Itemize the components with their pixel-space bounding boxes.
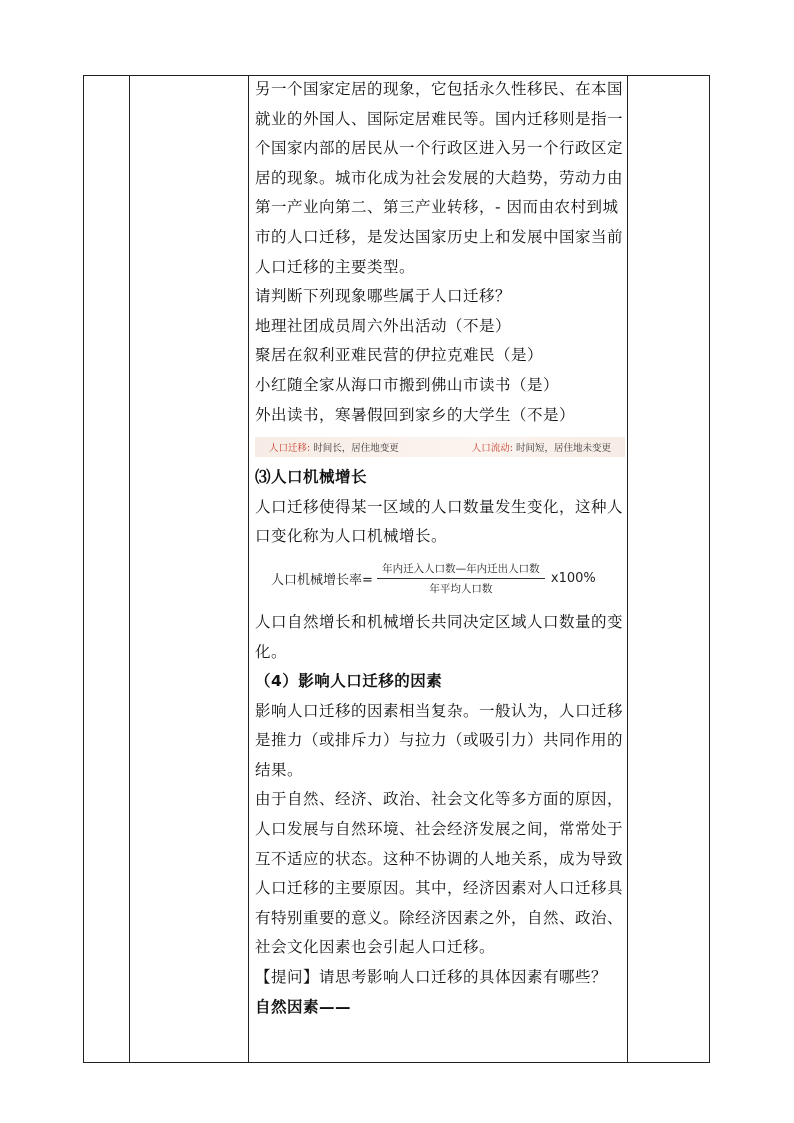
paragraph-factors-intro: 影响人口迁移的因素相当复杂。一般认为，人口迁移是推力（或排斥力）与拉力（或吸引力）共同作用的结果。 (255, 701, 624, 779)
column-divider (129, 76, 130, 1062)
lesson-content-cell (255, 75, 625, 1022)
question-factors: 【提问】请思考影响人口迁移的具体因素有哪些？ (255, 968, 608, 987)
example-item: 聚居在叙利亚难民营的伊拉克难民（是） (255, 346, 544, 365)
formula-numerator: 年内迁入人口数—年内迁出人口数 (382, 563, 540, 576)
fraction-bar (377, 578, 545, 579)
example-item: 外出读书，寒暑假回到家乡的大学生（不是） (255, 405, 576, 424)
migration-vs-flow-note (255, 437, 625, 457)
formula-denominator: 年平均人口数 (429, 583, 493, 596)
paragraph-mechanical-growth: 人口迁移使得某一区域的人口数量发生变化，这种人口变化称为人口机械增长。 (255, 497, 624, 546)
paragraph-factors-detail: 由于自然、经济、政治、社会文化等多方面的原因，人口发展与自然环境、社会经济发展之间，常常处于互不适应的状态。这种不协调的人地关系，成为导致人口迁移的主要原因。其中，经济因素对人口迁移具有特别重要的意义。除经济因素之外，自然、政治、社会文化因素也会引起人口迁移。 (255, 790, 624, 957)
formula-factor: x100% (550, 571, 596, 587)
example-item: 地理社团成员周六外出活动（不是） (255, 316, 512, 335)
note-migration: 人口迁移: 时间长，居住地变更 (269, 443, 399, 455)
mechanical-growth-formula (271, 558, 625, 600)
example-item: 小红随全家从海口市搬到佛山市读书（是） (255, 375, 560, 394)
section-heading: ⑶人口机械增长 (255, 468, 368, 487)
note-flow: 人口流动: 时间短，居住地未变更 (471, 443, 611, 455)
paragraph-migration-definition: 另一个国家定居的现象，它包括永久性移民、在本国就业的外国人、国际定居难民等。国内迁移则是指一个国家内部的居民从一个行政区进入另一个行政区定居的现象。城市化成为社会发展的大趋势，劳动力由第一产业向第二、第三产业转移，- 因而由农村到城市的人口迁移，是发达国家历史上和发展中国家当前人口迁移的主要类型。 (255, 80, 624, 276)
subheading-natural-factors: 自然因素—— (255, 997, 352, 1016)
formula-fraction (377, 561, 545, 596)
paragraph-after-formula: 人口自然增长和机械增长共同决定区域人口数量的变化。 (255, 612, 624, 661)
formula-label: 人口机械增长率= (271, 573, 373, 589)
question-judge-migration: 请判断下列现象哪些属于人口迁移？ (255, 287, 512, 306)
column-divider (248, 76, 249, 1062)
column-divider (627, 76, 628, 1062)
section-heading: （4）影响人口迁移的因素 (255, 672, 443, 691)
